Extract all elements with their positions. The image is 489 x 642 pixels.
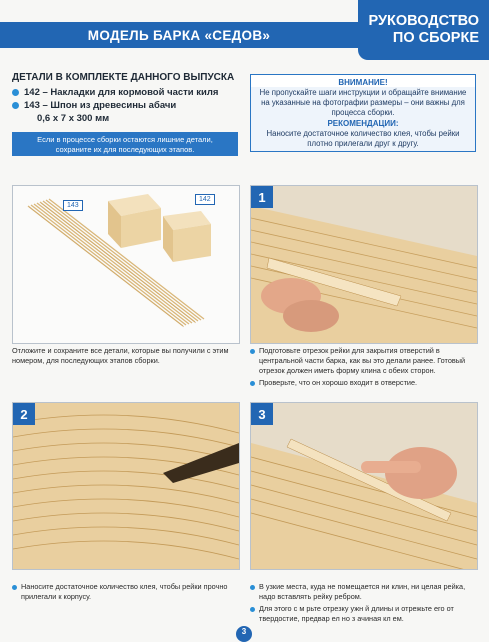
parts-photo bbox=[12, 185, 240, 344]
part-tag-142: 142 bbox=[195, 194, 215, 205]
bullet-icon bbox=[12, 585, 17, 590]
step-2-badge: 2 bbox=[13, 403, 35, 425]
bullet-icon bbox=[250, 607, 255, 612]
section-line-2: ПО СБОРКЕ bbox=[392, 30, 479, 46]
step-3-caption-1: В узкие места, куда не помещается ни клин, ни целая рейка, надо вставлять рейку ребром. bbox=[259, 582, 466, 601]
warning-text: Не пропускайте шаги инструкции и обращайте внимание на указанные на фотографии размеры – они важны для процесса сборки. bbox=[259, 88, 467, 117]
step-2-captions bbox=[12, 582, 238, 602]
section-tab bbox=[358, 0, 489, 60]
section-line-1: РУКОВОДСТВО bbox=[368, 13, 479, 29]
bullet-icon bbox=[250, 585, 255, 590]
step-3-caption-2: Для этого с м рьте отрезку ужн й длины и отрежьте его от твердостие, предвар ел но з ачиная кл ем. bbox=[259, 604, 454, 623]
kit-item-detail: 0,6 х 7 х 300 мм bbox=[37, 113, 110, 124]
recommendations-heading: РЕКОМЕНДАЦИИ: bbox=[327, 119, 399, 129]
step-1-badge: 1 bbox=[251, 186, 273, 208]
step-1-caption-1: Подготовьте отрезок рейки для закрытия отверстий в центральной части барка, как вы это делали ранее. Готовый отрезок должен иметь форму клина с обеих сторон. bbox=[259, 346, 466, 375]
note-box: Если в процессе сборки остаются лишние детали, сохраните их для последующих этапов. bbox=[12, 132, 238, 156]
step-3-photo bbox=[250, 402, 478, 570]
step-2-caption-1: Наносите достаточное количество клея, чтобы рейки прочно прилегали к корпусу. bbox=[21, 582, 228, 601]
bullet-icon bbox=[12, 89, 19, 96]
part-tag-143: 143 bbox=[63, 200, 83, 211]
kit-item bbox=[12, 99, 242, 112]
kit-item-text: 142 – Накладки для кормовой части киля bbox=[24, 87, 219, 98]
kit-item-text: 143 – Шпон из древесины абачи bbox=[24, 100, 177, 111]
step-1-photo bbox=[250, 185, 478, 344]
page-number: 3 bbox=[236, 626, 252, 642]
kit-item bbox=[12, 86, 242, 99]
step-1-captions bbox=[250, 346, 478, 388]
kit-title: ДЕТАЛИ В КОМПЛЕКТЕ ДАННОГО ВЫПУСКА bbox=[12, 72, 235, 83]
recommendations-text: Наносите достаточное количество клея, чтобы рейки плотно прилегали друг к другу. bbox=[266, 129, 460, 149]
step-3-captions bbox=[250, 582, 478, 624]
step-2-photo bbox=[12, 402, 240, 570]
bullet-icon bbox=[250, 381, 255, 386]
bullet-icon bbox=[250, 349, 255, 354]
bullet-icon bbox=[12, 102, 19, 109]
step-2-image bbox=[13, 403, 239, 569]
parts-caption: Отложите и сохраните все детали, которые вы получили с этим номером, для последующих этапов сборки. bbox=[12, 346, 229, 365]
header-bar bbox=[0, 22, 358, 48]
step-1-caption-2: Проверьте, что он хорошо входит в отверстие. bbox=[259, 378, 418, 387]
step-3-image bbox=[251, 403, 477, 569]
step-1-image bbox=[251, 186, 477, 343]
warning-box bbox=[250, 74, 476, 152]
warning-heading: ВНИМАНИЕ! bbox=[251, 75, 475, 87]
kit-list bbox=[12, 86, 242, 125]
parts-image bbox=[13, 186, 239, 343]
step-3-badge: 3 bbox=[251, 403, 273, 425]
page-title: МОДЕЛЬ БАРКА «СЕДОВ» bbox=[87, 27, 271, 43]
